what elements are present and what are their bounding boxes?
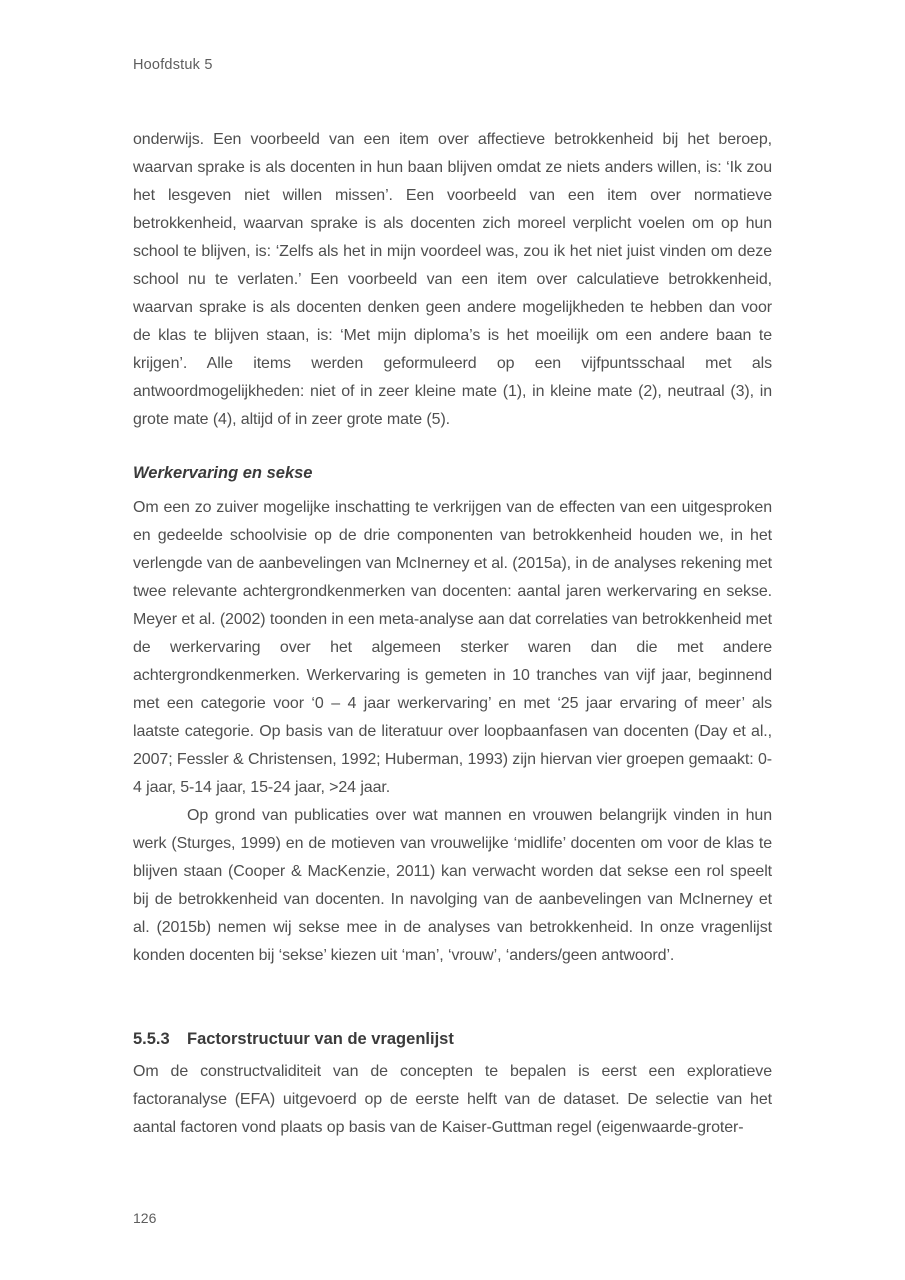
body-paragraph-items-examples: onderwijs. Een voorbeeld van een item over affectieve betrokkenheid bij het beroep, waarvan sprake is als docenten in hun baan blijven omdat ze niets anders willen, is: ‘Ik zou het lesgeven niet willen missen’. Een voorbeeld van een item over normatieve betrokkenheid, waarvan sprake is als docenten zich moreel verplicht voelen om op hun school te blijven, is: ‘Zelfs als het in mijn voordeel was, zou ik het niet juist vinden om deze school nu te verlaten.’ Een voorbeeld van een item over calculatieve betrokkenheid, waarvan sprake is als docenten denken geen andere mogelijkheden te hebben dan voor de klas te blijven staan, is: ‘Met mijn diploma’s is het moeilijk om een andere baan te krijgen’. Alle items werden geformuleerd op een vijfpuntsschaal met als antwoordmogelijkheden: niet of in zeer kleine mate (1), in kleine mate (2), neutraal (3), in grote mate (4), altijd of in zeer grote mate (5). — [133, 131, 772, 428]
section-title: Factorstructuur van de vragenlijst — [187, 1030, 454, 1048]
body-paragraph-factorstructuur: Om de constructvaliditeit van de concepten te bepalen is eerst een exploratieve factoranalyse (EFA) uitgevoerd op de eerste helft van de dataset. De selectie van het aantal factoren vond plaats op basis van de Kaiser-Guttman regel (eigenwaarde-groter- — [133, 1063, 772, 1136]
page-number: 126 — [133, 1210, 157, 1226]
section-number: 5.5.3 — [133, 1030, 170, 1048]
section-heading-5-5-3 — [133, 1030, 772, 1049]
subheading-werkervaring-en-sekse: Werkervaring en sekse — [133, 464, 313, 482]
running-header: Hoofdstuk 5 — [133, 57, 213, 73]
body-paragraph-sekse: Op grond van publicaties over wat mannen en vrouwen belangrijk vinden in hun werk (Sturges, 1999) en de motieven van vrouwelijke ‘midlife’ docenten om voor de klas te blijven staan (Cooper & MacKenzie, 2011) kan verwacht worden dat sekse een rol speelt bij de betrokkenheid van docenten. In navolging van de aanbevelingen van McInerney et al. (2015b) nemen wij sekse mee in de analyses van betrokkenheid. In onze vragenlijst konden docenten bij ‘sekse’ kiezen uit ‘man’, ‘vrouw’, ‘anders/geen antwoord’. — [133, 807, 772, 964]
body-paragraph-werkervaring: Om een zo zuiver mogelijke inschatting te verkrijgen van de effecten van een uitgesproken en gedeelde schoolvisie op de drie componenten van betrokkenheid houden we, in het verlengde van de aanbevelingen van McInerney et al. (2015a), in de analyses rekening met twee relevante achtergrondkenmerken van docenten: aantal jaren werkervaring en sekse. Meyer et al. (2002) toonden in een meta-analyse aan dat correlaties van betrokkenheid met de werkervaring over het algemeen sterker waren dan die met andere achtergrondkenmerken. Werkervaring is gemeten in 10 tranches van vijf jaar, beginnend met een categorie voor ‘0 – 4 jaar werkervaring’ en met ‘25 jaar ervaring of meer’ als laatste categorie. Op basis van de literatuur over loopbaanfasen van docenten (Day et al., 2007; Fessler & Christensen, 1992; Huberman, 1993) zijn hiervan vier groepen gemaakt: 0-4 jaar, 5-14 jaar, 15-24 jaar, >24 jaar. — [133, 499, 772, 796]
